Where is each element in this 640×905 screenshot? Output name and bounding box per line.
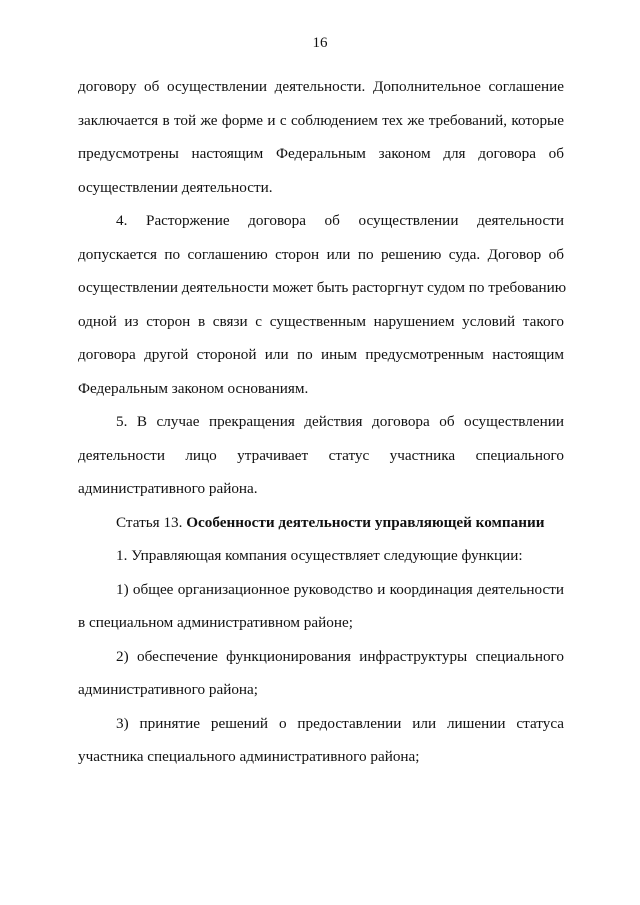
- article-number: Статья 13.: [116, 513, 183, 531]
- article-heading-line: [78, 506, 564, 540]
- text-line: заключается в той же форме и с соблюдением тех же требований, которые: [78, 111, 564, 129]
- paragraph: [78, 539, 564, 573]
- paragraph: [78, 204, 567, 405]
- text-line: деятельности лицо утрачивает статус участника специального: [78, 446, 564, 464]
- text-line: предусмотрены настоящим Федеральным законом для договора об: [78, 145, 564, 162]
- text-line: Федеральным законом основаниям.: [78, 379, 309, 397]
- text-line: допускается по соглашению сторон или по решению суда. Договор об: [78, 245, 564, 263]
- document-body: [78, 70, 567, 774]
- text-line: 4. Расторжение договора об осуществлении деятельности: [116, 212, 564, 229]
- text-line: административного района;: [78, 681, 259, 698]
- text-line: одной из сторон в связи с существенным нарушением условий такого: [78, 312, 564, 330]
- text-line: договора другой стороной или по иным предусмотренным настоящим: [78, 346, 564, 363]
- text-line: 5. В случае прекращения действия договора об осуществлении: [116, 413, 564, 430]
- article-heading: [78, 506, 564, 540]
- text-line: участника специального административного района;: [78, 748, 420, 765]
- list-item: [78, 707, 564, 774]
- text-line: административного района.: [78, 480, 258, 497]
- list-item: [78, 573, 564, 640]
- paragraph: [78, 405, 564, 506]
- page-number: 16: [312, 35, 328, 51]
- text-line: 1. Управляющая компания осуществляет следующие функции:: [116, 547, 523, 564]
- paragraph: [78, 70, 564, 204]
- text-line: осуществлении деятельности может быть расторгнут судом по требованию: [78, 279, 567, 296]
- text-line: 3) принятие решений о предоставлении или лишении статуса: [116, 714, 564, 732]
- text-line: осуществлении деятельности.: [78, 178, 273, 196]
- text-line: договору об осуществлении деятельности. Дополнительное соглашение: [78, 78, 564, 95]
- text-line: в специальном административном районе;: [78, 614, 353, 631]
- article-title: Особенности деятельности управляющей компании: [186, 513, 545, 531]
- text-line: 2) обеспечение функционирования инфраструктуры специального: [116, 647, 564, 665]
- list-item: [78, 640, 564, 707]
- text-line: 1) общее организационное руководство и координация деятельности: [116, 580, 564, 598]
